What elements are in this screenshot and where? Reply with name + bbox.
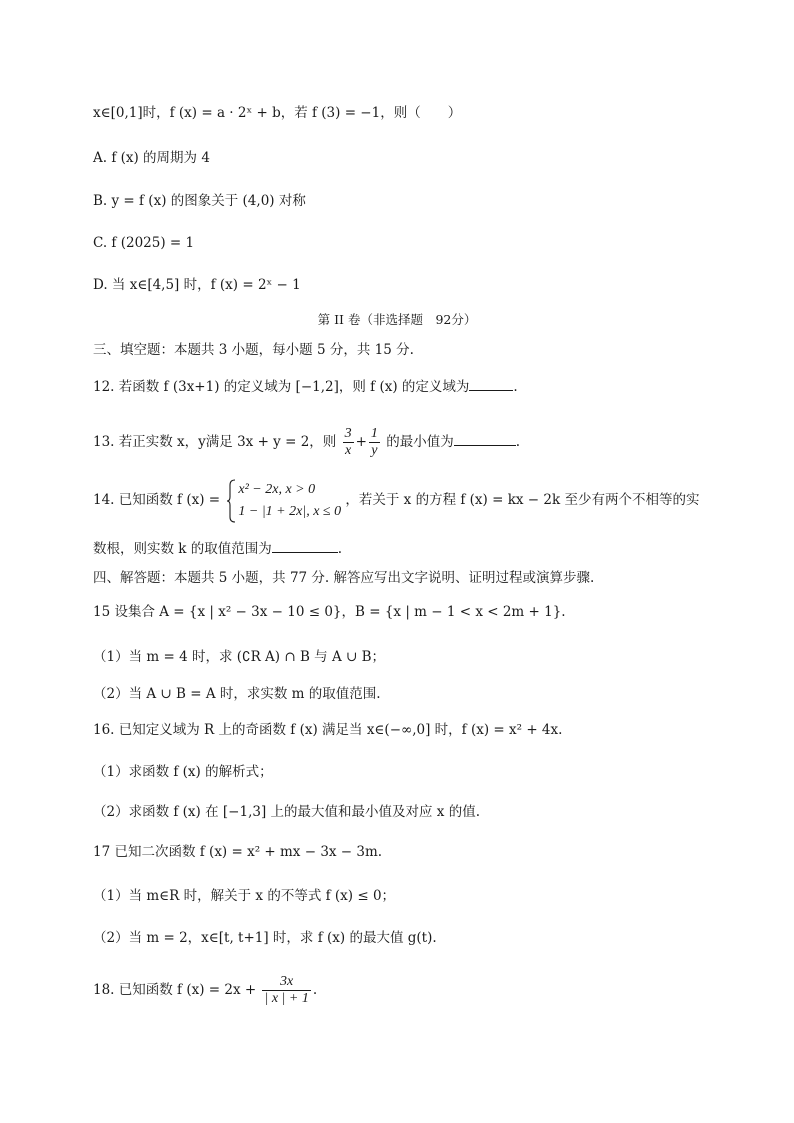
option-a: A. f (x) 的周期为 4 <box>93 150 210 166</box>
section-2-heading: 第 II 卷（非选择题 92分） <box>317 312 477 327</box>
option-d: D. 当 x∈[4,5] 时，f (x) = 2ˣ − 1 <box>93 277 301 293</box>
fraction-3-over-x: $\frac{3}{x}$ <box>344 426 352 458</box>
question-17-part-2: （2）当 m = 2，x∈[t, t+1] 时，求 f (x) 的最大值 g(t). <box>93 930 437 946</box>
answer-blank <box>272 538 338 553</box>
question-18: 18. 已知函数 f (x) = 2x + $\frac{3x}{| x | + 1}$ . <box>93 974 318 1006</box>
question-12: 12. 若函数 f (3x+1) 的定义域为 [−1,2]，则 f (x) 的定义域为 . <box>93 376 734 397</box>
question-14-cont: 数根，则实数 k 的取值范围为 . <box>93 538 734 559</box>
answer-blank <box>469 376 513 391</box>
left-brace-icon <box>226 479 236 523</box>
answer-blank <box>454 431 516 446</box>
question-15-part-1: （1）当 m = 4 时，求 (∁R A) ∩ B 与 A ∪ B； <box>93 649 386 665</box>
question-17: 17 已知二次函数 f (x) = x² + mx − 3x − 3m. <box>93 844 383 860</box>
question-16-part-2: （2）求函数 f (x) 在 [−1,3] 上的最大值和最小值及对应 x 的值. <box>93 804 480 820</box>
piecewise-function: x² − 2x, x > 0 1 − |1 + 2x|, x ≤ 0 <box>226 479 341 523</box>
fraction-1-over-y: $\frac{1}{y}$ <box>370 426 378 458</box>
question-13: 13. 若正实数 x，y满足 3x + y = 2，则 $\frac{3}{x}$ + $\frac{1}{y}$ 的最小值为 . <box>93 426 520 458</box>
question-11-stem: x∈[0,1]时，f (x) = a · 2ˣ + b，若 f (3) = −1，则（ ） <box>93 105 462 121</box>
question-16-part-1: （1）求函数 f (x) 的解析式； <box>93 764 273 780</box>
question-16: 16. 已知定义域为 R 上的奇函数 f (x) 满足当 x∈(−∞,0] 时，f (x) = x² + 4x. <box>93 722 563 738</box>
question-15: 15 设集合 A = {x | x² − 3x − 10 ≤ 0}，B = {x | m − 1 < x < 2m + 1}. <box>93 604 566 620</box>
section-3-heading: 三、填空题：本题共 3 小题，每小题 5 分，共 15 分. <box>93 342 414 358</box>
fraction-3x-over-abs-x-plus-1: $\frac{3x}{| x | + 1}$ <box>264 974 309 1006</box>
question-14: 14. 已知函数 f (x) = x² − 2x, x > 0 1 − |1 + 2x|, x ≤ 0 ，若关于 x 的方程 f (x) = kx − 2k 至少有两个不相等的实 <box>93 476 734 524</box>
section-4-heading: 四、解答题：本题共 5 小题，共 77 分. 解答应写出文字说明、证明过程或演算步骤. <box>93 570 595 586</box>
option-c: C. f (2025) = 1 <box>93 235 195 251</box>
question-17-part-1: （1）当 m∈R 时，解关于 x 的不等式 f (x) ≤ 0； <box>93 888 396 904</box>
option-b: B. y = f (x) 的图象关于 (4,0) 对称 <box>93 193 306 209</box>
question-15-part-2: （2）当 A ∪ B = A 时，求实数 m 的取值范围. <box>93 686 381 702</box>
